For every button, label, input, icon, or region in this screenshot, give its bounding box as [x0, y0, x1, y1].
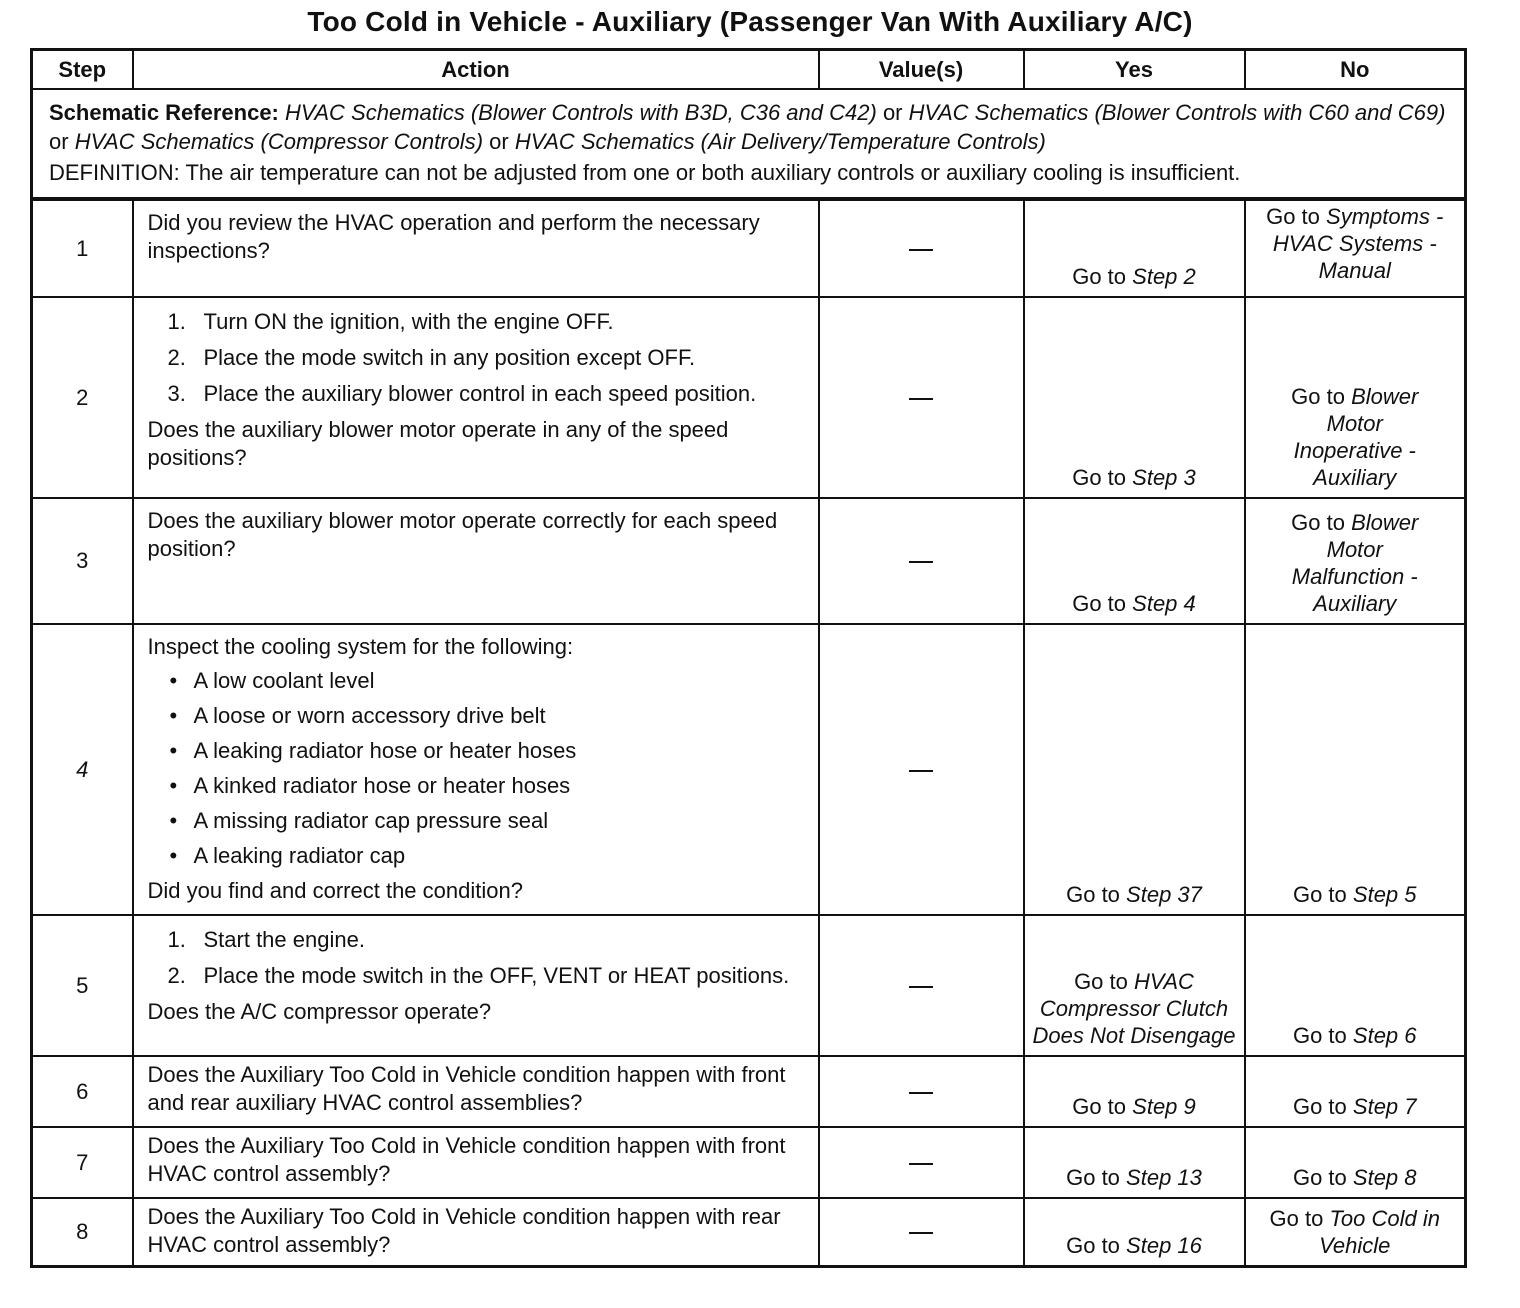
list-item: • A low coolant level [169, 668, 375, 693]
yes-link[interactable]: HVAC Compressor Clutch Does Not Disengage [1032, 969, 1236, 1048]
dash-mark [909, 561, 933, 563]
numbered-list [148, 308, 804, 408]
action-cell [133, 1127, 819, 1198]
goto-text: Go to [1072, 264, 1127, 289]
yes-cell[interactable] [1024, 1198, 1245, 1267]
step-number: 3 [32, 498, 133, 624]
dash-mark [909, 986, 933, 988]
dash-mark [909, 770, 933, 772]
yes-cell[interactable] [1024, 1127, 1245, 1198]
list-item: 2. Place the mode switch in the OFF, VENT or HEAT positions. [167, 963, 790, 988]
no-link[interactable]: Symptoms - HVAC Systems - Manual [1272, 204, 1444, 283]
goto-text: Go to [1066, 1233, 1120, 1258]
header-no: No [1245, 50, 1466, 90]
question-text: Does the Auxiliary Too Cold in Vehicle condition happen with front HVAC control assembly? [147, 1133, 786, 1186]
yes-cell[interactable] [1024, 624, 1245, 915]
yes-cell[interactable] [1024, 915, 1245, 1056]
goto-text: Go to [1066, 1165, 1120, 1190]
list-item: 1. Start the engine. [167, 927, 365, 952]
action-cell [133, 297, 819, 498]
schematic-link[interactable]: HVAC Schematics (Compressor Controls) [74, 129, 484, 154]
or-text: or [489, 129, 509, 154]
header-row [32, 50, 1466, 90]
value-cell [819, 1127, 1024, 1198]
no-cell[interactable] [1245, 1056, 1466, 1127]
value-cell [819, 297, 1024, 498]
dash-mark [909, 1163, 933, 1165]
goto-text: Go to [1072, 1094, 1127, 1119]
goto-text: Go to [1072, 465, 1127, 490]
yes-link[interactable]: Step 3 [1132, 465, 1196, 490]
question-text: Did you review the HVAC operation and perform the necessary inspections? [147, 210, 760, 263]
schematic-link[interactable]: HVAC Schematics (Air Delivery/Temperature Controls) [514, 129, 1046, 154]
step-number: 5 [32, 915, 133, 1056]
or-text: or [882, 100, 903, 125]
schematic-link[interactable]: HVAC Schematics (Blower Controls with C60 and C69) [908, 100, 1446, 125]
goto-text: Go to [1292, 1094, 1347, 1119]
no-cell[interactable] [1245, 297, 1466, 498]
schematic-cell [32, 89, 1466, 199]
dash-mark [909, 398, 933, 400]
value-cell [819, 498, 1024, 624]
step-row-3 [32, 498, 1466, 624]
definition-text: DEFINITION: The air temperature can not be adjusted from one or both auxiliary controls or auxiliary cooling is insufficient. [49, 160, 1241, 185]
action-cell [133, 1198, 819, 1267]
step-row-2 [32, 297, 1466, 498]
header-action: Action [133, 50, 819, 90]
no-cell[interactable] [1245, 1127, 1466, 1198]
goto-text: Go to [1269, 1206, 1324, 1231]
diagnostic-table [30, 48, 1467, 1268]
no-link[interactable]: Blower Motor Inoperative - Auxiliary [1293, 384, 1419, 490]
step-number: 1 [32, 199, 133, 297]
value-cell [819, 199, 1024, 297]
value-cell [819, 1056, 1024, 1127]
yes-link[interactable]: Step 13 [1126, 1165, 1202, 1190]
goto-text: Go to [1292, 882, 1347, 907]
action-cell [133, 498, 819, 624]
yes-link[interactable]: Step 37 [1126, 882, 1202, 907]
no-cell[interactable] [1245, 915, 1466, 1056]
question-text: Did you find and correct the condition? [147, 878, 523, 903]
step-row-1 [32, 199, 1466, 297]
action-cell [133, 915, 819, 1056]
schematic-reference [33, 90, 1464, 156]
yes-link[interactable]: Step 2 [1132, 264, 1196, 289]
list-item: • A leaking radiator cap [169, 843, 406, 868]
no-link[interactable]: Step 5 [1352, 882, 1417, 907]
list-item: • A missing radiator cap pressure seal [169, 808, 549, 833]
action-cell [133, 624, 819, 915]
question-text: Does the Auxiliary Too Cold in Vehicle condition happen with rear HVAC control assembly? [147, 1204, 781, 1257]
schematic-link[interactable]: HVAC Schematics (Blower Controls with B3D, C36 and C42) [285, 100, 877, 125]
or-text: or [49, 129, 69, 154]
no-cell[interactable] [1245, 1198, 1466, 1267]
list-item: • A loose or worn accessory drive belt [169, 703, 546, 728]
goto-text: Go to [1292, 1165, 1347, 1190]
no-link[interactable]: Step 7 [1352, 1094, 1417, 1119]
bullet-list [148, 667, 804, 870]
value-cell [819, 915, 1024, 1056]
intro-text: Inspect the cooling system for the following: [147, 634, 574, 659]
list-item: 2. Place the mode switch in any position except OFF. [167, 345, 696, 370]
goto-text: Go to [1066, 882, 1120, 907]
step-row-8 [32, 1198, 1466, 1267]
question-text: Does the A/C compressor operate? [147, 999, 492, 1024]
no-link[interactable]: Too Cold in Vehicle [1319, 1206, 1440, 1258]
dash-mark [909, 1232, 933, 1234]
value-cell [819, 624, 1024, 915]
numbered-list [148, 926, 804, 990]
action-cell [133, 199, 819, 297]
goto-text: Go to [1074, 969, 1128, 994]
yes-cell[interactable] [1024, 498, 1245, 624]
goto-text: Go to [1291, 384, 1345, 409]
no-cell[interactable] [1245, 624, 1466, 915]
list-item: • A kinked radiator hose or heater hoses [169, 773, 571, 798]
question-text: Does the auxiliary blower motor operate in any of the speed positions? [147, 417, 729, 470]
step-row-6 [32, 1056, 1466, 1127]
step-row-4 [32, 624, 1466, 915]
header-values: Value(s) [819, 50, 1024, 90]
header-step: Step [32, 50, 133, 90]
goto-text: Go to [1292, 1023, 1347, 1048]
no-link[interactable]: Step 6 [1352, 1023, 1417, 1048]
goto-text: Go to [1291, 510, 1345, 535]
list-item: 3. Place the auxiliary blower control in each speed position. [167, 381, 757, 406]
no-cell[interactable] [1245, 199, 1466, 297]
question-text: Does the auxiliary blower motor operate correctly for each speed position? [147, 508, 778, 561]
action-cell [133, 1056, 819, 1127]
yes-link[interactable]: Step 4 [1132, 591, 1196, 616]
step-number: 4 [32, 624, 133, 915]
question-text: Does the Auxiliary Too Cold in Vehicle condition happen with front and rear auxiliary HVAC control assemblies? [147, 1062, 786, 1115]
step-number: 2 [32, 297, 133, 498]
dash-mark [909, 1092, 933, 1094]
goto-text: Go to [1072, 591, 1127, 616]
yes-cell[interactable] [1024, 297, 1245, 498]
yes-link[interactable]: Step 9 [1132, 1094, 1196, 1119]
yes-cell[interactable] [1024, 199, 1245, 297]
yes-cell[interactable] [1024, 1056, 1245, 1127]
goto-text: Go to [1266, 204, 1320, 229]
step-row-7 [32, 1127, 1466, 1198]
yes-link[interactable]: Step 16 [1126, 1233, 1202, 1258]
no-link[interactable]: Blower Motor Malfunction - Auxiliary [1291, 510, 1419, 616]
page-title: Too Cold in Vehicle - Auxiliary (Passenger Van With Auxiliary A/C) [307, 6, 1193, 37]
schematic-lead: Schematic Reference: [49, 100, 279, 125]
value-cell [819, 1198, 1024, 1267]
list-item: • A leaking radiator hose or heater hoses [169, 738, 577, 763]
step-number: 8 [32, 1198, 133, 1267]
step-number: 6 [32, 1056, 133, 1127]
no-cell[interactable] [1245, 498, 1466, 624]
no-link[interactable]: Step 8 [1352, 1165, 1417, 1190]
schematic-row [32, 89, 1466, 199]
step-number: 7 [32, 1127, 133, 1198]
list-item: 1. Turn ON the ignition, with the engine OFF. [167, 309, 614, 334]
step-row-5 [32, 915, 1466, 1056]
dash-mark [909, 249, 933, 251]
header-yes: Yes [1024, 50, 1245, 90]
